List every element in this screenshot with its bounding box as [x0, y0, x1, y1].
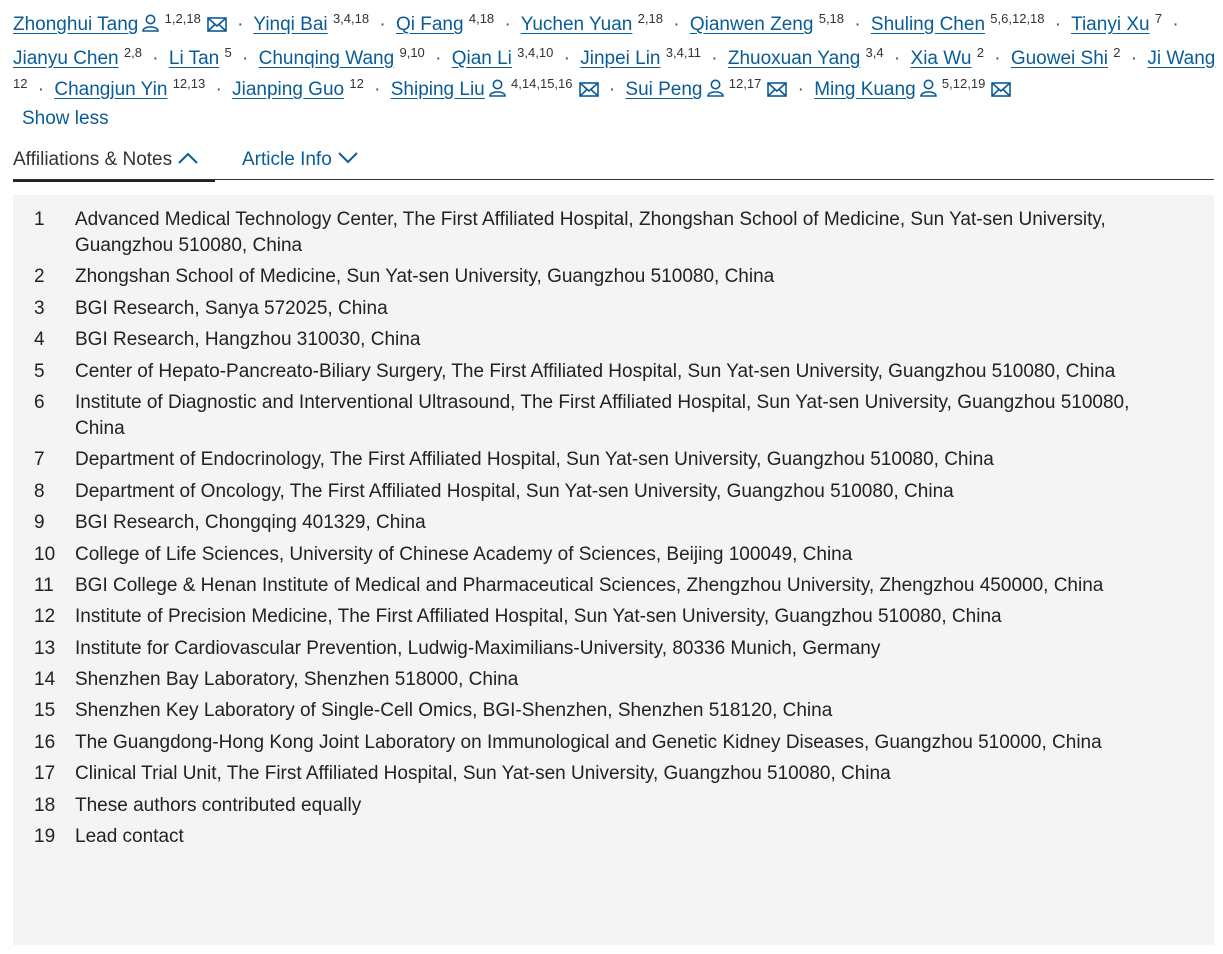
author-separator: · [152, 47, 159, 69]
person-icon [489, 76, 506, 108]
author-name-link[interactable]: Qi Fang [395, 14, 464, 35]
affiliation-text: Shenzhen Key Laboratory of Single-Cell Omics, BGI-Shenzhen, Shenzhen 518120, China [75, 700, 833, 722]
affiliation-text: BGI College & Henan Institute of Medical and Pharmaceutical Sciences, Zhengzhou University, Zhengzhou 450000, China [75, 574, 1104, 596]
affiliation-text: Zhongshan School of Medicine, Sun Yat-sen University, Guangzhou 510080, China [75, 266, 775, 288]
author-item [54, 76, 206, 100]
author-name-link[interactable]: Sui Peng [625, 79, 703, 100]
author-affiliation-refs: 4,14,15,16 [511, 76, 573, 91]
mail-icon[interactable] [207, 11, 227, 43]
affiliation-item [13, 667, 1214, 693]
author-affiliation-refs: 7 [1154, 11, 1163, 26]
author-item [520, 11, 663, 35]
affiliation-text: Center of Hepato-Pancreato-Biliary Surgery, The First Affiliated Hospital, Sun Yat-sen University, Guangzhou 510080, China [75, 360, 1116, 382]
author-affiliation-refs: 1,2,18 [164, 11, 201, 26]
tab-affiliations-label: Affiliations & Notes [13, 149, 173, 170]
affiliation-number: 1 [34, 209, 45, 230]
affiliation-number: 12 [34, 606, 56, 628]
author-separator: · [237, 14, 244, 35]
affiliation-number: 5 [34, 360, 45, 382]
author-affiliation-refs: 3,4 [865, 44, 884, 60]
author-item [395, 11, 495, 35]
author-affiliation-refs: 2,18 [637, 11, 663, 26]
author-affiliation-refs: 2 [976, 44, 984, 60]
author-affiliation-refs: 5,12,19 [941, 76, 986, 91]
affiliation-item [13, 359, 1214, 385]
affiliation-number: 19 [34, 826, 56, 848]
affiliation-text: Institute of Diagnostic and Interventional Ultrasound, The First Affiliated Hospital, Sun Yat-sen University, Guangzhou 510080, China [75, 391, 1130, 439]
affiliation-item [13, 510, 1214, 536]
author-item [689, 11, 845, 35]
author-separator: · [893, 47, 901, 69]
chevron-down-icon [338, 152, 358, 164]
affiliation-item [13, 390, 1214, 442]
affiliation-number: 18 [34, 794, 56, 816]
affiliation-text: The Guangdong-Hong Kong Joint Laboratory on Immunological and Genetic Kidney Diseases, Guangzhou 510000, China [75, 731, 1102, 753]
affiliation-item [13, 698, 1214, 724]
author-list [13, 9, 1218, 108]
affiliation-number: 3 [34, 297, 45, 319]
author-name-link[interactable]: Zhuoxuan Yang [727, 47, 861, 69]
affiliation-text: College of Life Sciences, University of Chinese Academy of Sciences, Beijing 100049, China [75, 543, 853, 565]
author-separator: · [673, 14, 680, 35]
author-name-link[interactable]: Jianping Guo [232, 79, 345, 100]
author-item [232, 76, 364, 100]
affiliation-item [13, 824, 1214, 850]
affiliation-item [13, 479, 1214, 505]
author-name-link[interactable]: Qian Li [451, 47, 512, 69]
author-item [910, 44, 984, 69]
author-separator: · [994, 47, 1001, 69]
affiliation-item [13, 636, 1214, 662]
author-affiliation-refs: 2,8 [123, 44, 142, 60]
person-icon [142, 11, 159, 43]
author-separator: · [504, 14, 511, 35]
affiliations-panel [13, 195, 1214, 945]
tab-affiliations-notes[interactable] [13, 149, 215, 182]
author-affiliation-refs: 3,4,11 [665, 44, 701, 60]
author-item [13, 44, 142, 69]
author-affiliation-refs: 12,13 [172, 76, 206, 91]
affiliation-number: 10 [34, 543, 56, 565]
show-less-button[interactable]: Show less [22, 108, 109, 129]
affiliation-number: 15 [34, 700, 56, 722]
affiliation-number: 9 [34, 512, 45, 534]
affiliation-item [13, 730, 1214, 756]
mail-icon[interactable] [579, 76, 599, 108]
author-name-link[interactable]: Tianyi Xu [1071, 14, 1150, 35]
affiliation-item [13, 296, 1214, 322]
author-separator: · [379, 14, 386, 35]
author-item [253, 11, 370, 35]
author-item [625, 76, 787, 100]
affiliation-item [13, 542, 1214, 568]
author-separator: · [435, 47, 442, 69]
author-item [1010, 44, 1121, 69]
author-affiliation-refs: 5 [224, 44, 232, 60]
person-icon [707, 76, 724, 108]
chevron-up-icon [178, 152, 198, 164]
affiliation-text: Lead contact [75, 826, 184, 848]
affiliation-text: Institute of Precision Medicine, The First Affiliated Hospital, Sun Yat-sen University, Guangzhou 510080, China [75, 606, 1002, 628]
author-item [1071, 11, 1163, 35]
affiliation-number: 14 [34, 669, 56, 691]
author-affiliation-refs: 3,4,18 [332, 11, 370, 26]
affiliation-text: These authors contributed equally [75, 794, 362, 816]
author-affiliation-refs: 5,18 [818, 11, 845, 26]
author-name-link[interactable]: Yinqi Bai [253, 14, 328, 35]
affiliation-number: 8 [34, 480, 45, 502]
author-separator: · [563, 47, 570, 69]
author-affiliation-refs: 12 [13, 76, 28, 91]
author-affiliation-refs: 2 [1113, 44, 1121, 60]
author-separator: · [797, 79, 804, 100]
affiliation-text: Institute for Cardiovascular Prevention, Ludwig-Maximilians-University, 80336 Munich, Germany [75, 637, 881, 659]
affiliation-item [13, 447, 1214, 473]
author-separator: · [37, 79, 45, 100]
author-separator: · [1054, 14, 1062, 35]
affiliation-number: 11 [34, 574, 54, 596]
author-item [451, 44, 554, 69]
tab-divider [13, 179, 1214, 180]
author-item [814, 76, 1011, 100]
author-separator: · [242, 47, 249, 69]
affiliation-item [13, 604, 1214, 630]
affiliation-text: BGI Research, Hangzhou 310030, China [75, 329, 421, 351]
affiliation-text: Clinical Trial Unit, The First Affiliated Hospital, Sun Yat-sen University, Guangzhou 510080, China [75, 763, 891, 785]
author-item [390, 76, 599, 100]
author-affiliation-refs: 3,4,10 [517, 44, 554, 60]
affiliation-number: 7 [34, 449, 45, 471]
author-item [258, 44, 425, 69]
affiliation-number: 17 [34, 763, 56, 785]
author-affiliation-refs: 5,6,12,18 [990, 11, 1045, 26]
affiliation-item [13, 264, 1214, 290]
author-item [870, 11, 1045, 35]
affiliation-item [13, 327, 1214, 353]
tab-bar [13, 149, 1214, 181]
author-separator: · [215, 79, 222, 100]
mail-icon[interactable] [767, 76, 787, 108]
affiliation-item [13, 761, 1214, 787]
affiliation-text: BGI Research, Chongqing 401329, China [75, 512, 426, 534]
author-name-link[interactable]: Jianyu Chen [13, 47, 119, 69]
author-separator: · [854, 14, 861, 35]
affiliation-text: Shenzhen Bay Laboratory, Shenzhen 518000, China [75, 669, 519, 691]
author-item [168, 44, 232, 69]
affiliation-text: BGI Research, Sanya 572025, China [75, 297, 388, 319]
author-name-link[interactable]: Ming Kuang [814, 79, 916, 100]
author-name-link[interactable]: Zhonghui Tang [13, 14, 139, 35]
affiliation-item [13, 793, 1214, 819]
author-name-link[interactable]: Xia Wu [910, 47, 972, 69]
author-name-link[interactable]: Li Tan [168, 47, 220, 69]
affiliation-number: 2 [34, 266, 45, 288]
author-name-link[interactable]: Ji Wang [1147, 47, 1216, 69]
author-name-link[interactable]: Shuling Chen [870, 14, 986, 35]
author-name-link[interactable]: Guowei Shi [1010, 47, 1108, 69]
author-affiliation-refs: 12,17 [728, 76, 762, 91]
author-name-link[interactable]: Jinpei Lin [580, 47, 661, 69]
author-name-link[interactable]: Qianwen Zeng [689, 14, 814, 35]
author-item [13, 11, 227, 35]
author-separator: · [1172, 14, 1179, 35]
author-separator: · [1130, 47, 1138, 69]
author-name-link[interactable]: Chunqing Wang [258, 47, 395, 69]
author-item [727, 44, 884, 69]
affiliations-list [13, 207, 1214, 855]
affiliation-item [13, 573, 1214, 599]
affiliation-text: Advanced Medical Technology Center, The First Affiliated Hospital, Zhongshan School of Medicine, Sun Yat-sen University, Guangzhou 510080, China [75, 209, 1106, 256]
author-name-link[interactable]: Shiping Liu [390, 79, 485, 100]
author-item [580, 44, 701, 69]
affiliation-number: 6 [34, 391, 45, 413]
author-separator: · [608, 79, 616, 100]
affiliation-number: 16 [34, 731, 56, 753]
affiliation-text: Department of Endocrinology, The First Affiliated Hospital, Sun Yat-sen University, Guangzhou 510080, China [75, 449, 994, 471]
affiliation-item [13, 207, 1214, 259]
author-affiliation-refs: 9,10 [399, 44, 425, 60]
author-separator: · [374, 79, 381, 100]
tab-article-info-label: Article Info [242, 149, 332, 170]
author-separator: · [711, 47, 718, 69]
author-affiliation-refs: 12 [349, 76, 364, 91]
author-name-link[interactable]: Yuchen Yuan [520, 14, 633, 35]
mail-icon[interactable] [991, 76, 1011, 108]
affiliation-number: 13 [34, 637, 56, 659]
affiliation-number: 4 [34, 329, 45, 351]
affiliation-text: Department of Oncology, The First Affiliated Hospital, Sun Yat-sen University, Guangzhou 510080, China [75, 480, 954, 502]
tab-article-info[interactable] [242, 149, 358, 179]
author-name-link[interactable]: Changjun Yin [54, 79, 168, 100]
person-icon [920, 76, 937, 108]
author-affiliation-refs: 4,18 [468, 11, 495, 26]
